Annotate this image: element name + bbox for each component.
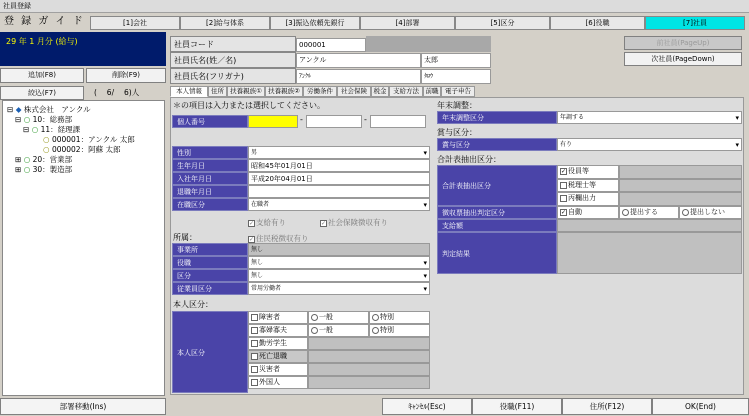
my-number-field-2[interactable]	[306, 115, 362, 128]
tab-personal[interactable]: 本人情報	[170, 86, 208, 97]
tab-dependents-2[interactable]: 扶養親族②	[265, 86, 303, 97]
bonus-label: 賞与区分	[437, 138, 557, 151]
employee-icon: ○	[43, 145, 50, 154]
tab-social-insurance[interactable]: 社会保険	[337, 86, 371, 97]
worker-label: 従業員区分	[172, 282, 248, 295]
affiliation-title: 所属：	[173, 233, 197, 242]
expand-icon[interactable]: ⊞	[15, 165, 22, 174]
delete-button[interactable]: 削除(F9)	[86, 68, 166, 83]
employee-count: ( 6/ 6)人	[94, 88, 140, 97]
birth-label: 生年月日	[172, 159, 248, 172]
resident-tax-label: 住民税徴収有り	[256, 234, 309, 243]
special-label: 特別	[380, 313, 394, 321]
bonus-title: 賞与区分：	[437, 128, 477, 137]
result-field	[557, 232, 742, 274]
office-field: 無し	[248, 243, 430, 256]
post-select[interactable]: 無し ▾	[248, 256, 430, 269]
bonus-select[interactable]: 有り ▾	[557, 138, 742, 151]
officer-checkbox[interactable]: ✓ 役員等	[557, 165, 619, 179]
last-name-field[interactable]: アンクル	[296, 53, 421, 68]
tab-labor[interactable]: 労働条件	[303, 86, 337, 97]
required-note: ＊の項目は入力または選択してください。	[173, 101, 325, 110]
guide-tab-pay-system[interactable]: [2]給与体系	[180, 16, 270, 30]
leave-field[interactable]	[248, 185, 430, 198]
post-button[interactable]: 役職(F11)	[472, 398, 562, 415]
auto-label: 自動	[568, 208, 582, 216]
address-button[interactable]: 住所(F12)	[562, 398, 652, 415]
guide-tab-post[interactable]: [6]役職	[550, 16, 645, 30]
employee-code-label: 社員コード	[170, 36, 296, 52]
tree-node-emp2[interactable]	[43, 145, 120, 154]
social-label: 社会保険徴収有り	[328, 218, 388, 227]
gender-select[interactable]: 男 ▾	[248, 146, 430, 159]
expand-icon[interactable]: ⊞	[15, 155, 22, 164]
window-title: 社員登録	[0, 0, 749, 13]
year-end-title: 年末調整：	[437, 101, 477, 110]
general-label: 一般	[319, 326, 333, 334]
year-end-select[interactable]: 年調する ▾	[557, 111, 742, 124]
tree-label: 11：経理課	[40, 125, 81, 134]
gender-label: 性別	[172, 146, 248, 159]
death-retire-checkbox[interactable]	[248, 350, 308, 363]
auto-checkbox[interactable]: ✓ 自動	[557, 206, 619, 219]
tree-node-emp1[interactable]	[43, 135, 135, 144]
last-kana-field[interactable]: ｱﾝｸﾙ	[296, 69, 421, 84]
guide-tab-category[interactable]: [5]区分	[455, 16, 550, 30]
guide-tab-strip	[90, 16, 749, 30]
guide-tab-department[interactable]: [4]部署	[360, 16, 455, 30]
filler	[619, 192, 742, 206]
guide-tab-bank[interactable]: [3]振込依頼先銀行	[270, 16, 360, 30]
collect-judge-label: 徴収票抽出判定区分	[437, 206, 557, 219]
pay-label: 支給有り	[256, 218, 286, 227]
no-submit-label: 提出しない	[690, 208, 725, 216]
separator: -	[300, 115, 303, 124]
tree-label: 000001：アンクル 太郎	[51, 135, 135, 144]
guide-tab-employee[interactable]: [7]社員	[645, 16, 745, 30]
employee-code-filler	[366, 36, 491, 52]
tab-e-filing[interactable]: 電子申告	[441, 86, 475, 97]
expand-icon[interactable]: ⊟	[23, 125, 30, 134]
student-label: 勤労学生	[259, 339, 287, 347]
year-end-label: 年末調整区分	[437, 111, 557, 124]
category-label: 区分	[172, 269, 248, 282]
dept-icon: ○	[23, 155, 31, 164]
prev-employee-button[interactable]: 前社員(PageUp)	[624, 36, 742, 50]
tree-label: 株式会社 アンクル	[23, 105, 91, 114]
separator: -	[364, 115, 367, 124]
widow-label: 寡婦寡夫	[259, 326, 287, 334]
status-label: 在職区分	[172, 198, 248, 211]
first-kana-field[interactable]: ﾀﾛｳ	[421, 69, 491, 84]
death-retire-label: 死亡退職	[259, 352, 287, 360]
my-number-label: 個人番号	[172, 115, 248, 128]
filler	[308, 350, 430, 363]
foreigner-label: 外国人	[259, 378, 280, 386]
filler	[308, 337, 430, 350]
leave-label: 退職年月日	[172, 185, 248, 198]
move-department-button[interactable]: 部署移動(Ins)	[0, 398, 166, 415]
summary-extract-label: 合計表抽出区分	[437, 165, 557, 206]
tree-node-dept11[interactable]	[23, 125, 80, 134]
tree-node-dept10[interactable]	[15, 115, 72, 124]
tree-label: 30：製造部	[32, 165, 73, 174]
handicap-checkbox[interactable]	[248, 311, 308, 324]
birth-field[interactable]: 昭和45年01月01日	[248, 159, 430, 172]
result-label: 判定結果	[437, 232, 557, 274]
employee-icon: ○	[43, 135, 50, 144]
summary-title: 合計表抽出区分：	[437, 155, 501, 164]
dept-icon: ○	[23, 165, 31, 174]
cancel-button[interactable]: ｷｬﾝｾﾙ(Esc)	[382, 398, 472, 415]
join-field[interactable]: 平成20年04月01日	[248, 172, 430, 185]
employee-code-field[interactable]: 000001	[296, 38, 366, 52]
next-employee-button[interactable]: 次社員(PageDown)	[624, 52, 742, 66]
dept-icon: ○	[23, 115, 31, 124]
handicap-general-radio[interactable]	[308, 311, 369, 324]
handicap-label: 障害者	[259, 313, 280, 321]
tree-label: 20：営業部	[32, 155, 73, 164]
tab-previous-job[interactable]: 前職	[423, 86, 441, 97]
hei-output-label: 丙欄出力	[568, 194, 596, 202]
disaster-label: 災害者	[259, 365, 280, 373]
special-label: 特別	[380, 326, 394, 334]
self-category-label: 本人区分	[172, 311, 248, 393]
filler	[619, 165, 742, 179]
status-select[interactable]: 在職者 ▾	[248, 198, 430, 211]
department-tree	[2, 100, 165, 396]
join-label: 入社年月日	[172, 172, 248, 185]
tree-node-dept20[interactable]	[15, 155, 72, 164]
filler	[308, 376, 430, 389]
office-label: 事業所	[172, 243, 248, 256]
no-submit-radio[interactable]	[679, 206, 742, 219]
handicap-special-radio[interactable]	[369, 311, 430, 324]
general-label: 一般	[319, 313, 333, 321]
employee-name-label: 社員氏名(姓／名)	[170, 52, 296, 68]
self-category-title: 本人区分：	[173, 300, 213, 309]
guide-label: 登 録 ガ イ ド	[4, 16, 85, 27]
category-select[interactable]: 無し ▾	[248, 269, 430, 282]
pay-checkbox[interactable]: ✓ 支給有り	[249, 218, 286, 227]
worker-select[interactable]: 常用労働者 ▾	[248, 282, 430, 295]
student-checkbox[interactable]	[248, 337, 308, 350]
tab-tax[interactable]: 税金	[371, 86, 389, 97]
tree-label: 000002：阿蘇 太郎	[51, 145, 121, 154]
submit-label: 提出する	[630, 208, 658, 216]
period-display: 29 年 1 月分 (給与)	[0, 32, 166, 66]
expand-icon[interactable]: ⊟	[15, 115, 22, 124]
tax-accountant-checkbox[interactable]	[557, 179, 619, 192]
ok-button[interactable]: OK(End)	[652, 398, 749, 415]
employee-kana-label: 社員氏名(フリガナ)	[170, 68, 296, 84]
filler	[619, 179, 742, 192]
disaster-checkbox[interactable]	[248, 363, 308, 376]
tax-accountant-label: 税理士等	[568, 181, 596, 189]
foreigner-checkbox[interactable]	[248, 376, 308, 389]
submit-radio[interactable]	[619, 206, 679, 219]
tree-node-company[interactable]	[7, 105, 91, 114]
hei-output-checkbox[interactable]	[557, 192, 619, 206]
tab-dependents-1[interactable]: 扶養親族①	[227, 86, 265, 97]
my-number-field-1[interactable]	[248, 115, 298, 128]
resident-tax-checkbox[interactable]: ✓ 住民税徴収有り	[249, 234, 309, 243]
tab-address[interactable]: 住所	[208, 86, 227, 97]
post-label: 役職	[172, 256, 248, 269]
first-name-field[interactable]: 太郎	[421, 53, 491, 68]
tree-node-dept30[interactable]	[15, 165, 72, 174]
add-button[interactable]: 追加(F8)	[0, 68, 84, 83]
filter-button[interactable]: 絞込(F7)	[0, 86, 84, 100]
widow-special-radio[interactable]	[369, 324, 430, 337]
filler	[308, 363, 430, 376]
expand-icon[interactable]: ⊟	[7, 105, 14, 114]
officer-label: 役員等	[568, 167, 589, 175]
company-icon: ◆	[15, 105, 22, 114]
widow-general-radio[interactable]	[308, 324, 369, 337]
my-number-field-3[interactable]	[370, 115, 426, 128]
guide-tab-company[interactable]: [1]会社	[90, 16, 180, 30]
tree-label: 10：総務部	[32, 115, 73, 124]
amount-field	[557, 219, 742, 232]
dept-icon: ○	[31, 125, 39, 134]
amount-label: 支給額	[437, 219, 557, 232]
social-checkbox[interactable]: ✓ 社会保険徴収有り	[321, 218, 388, 227]
tab-payment[interactable]: 支給方法	[389, 86, 423, 97]
widow-checkbox[interactable]	[248, 324, 308, 337]
